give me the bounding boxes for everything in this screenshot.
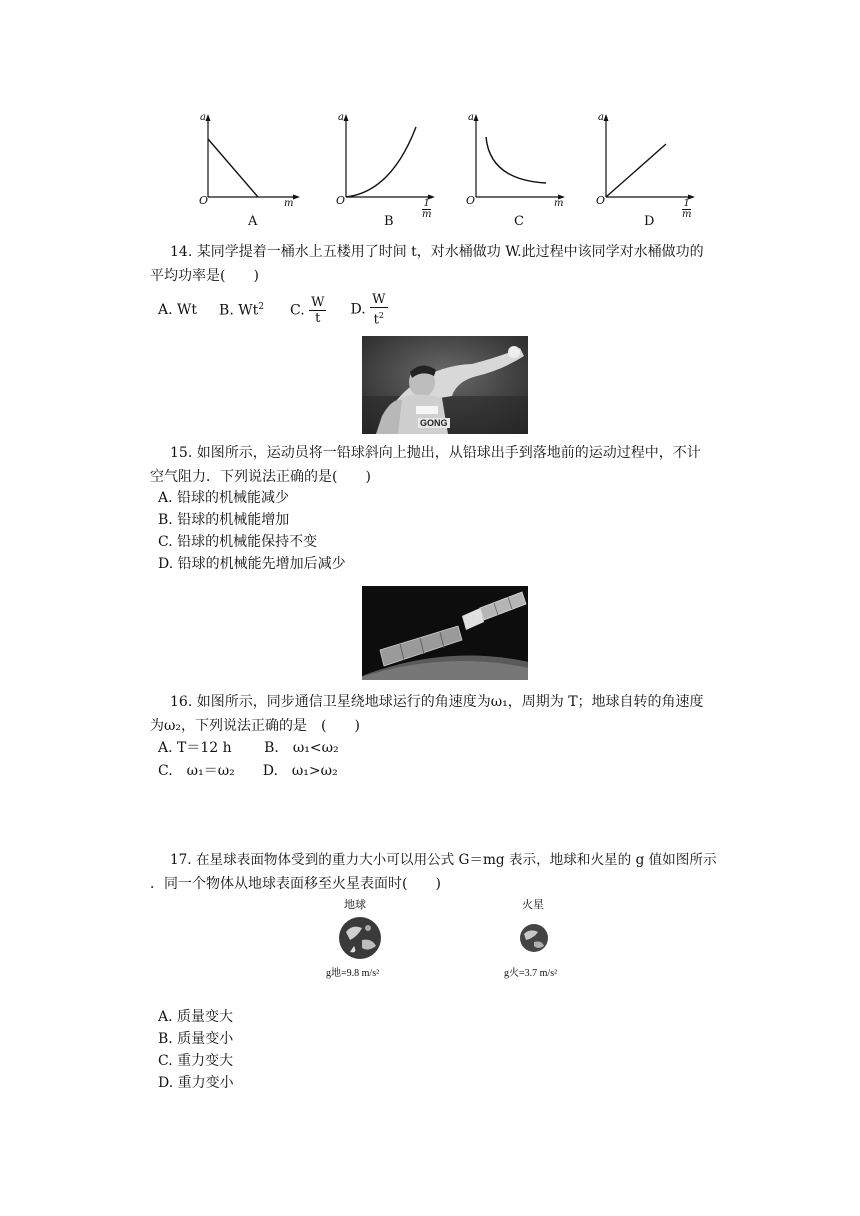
q17-option-a: A. 质量变大 [158, 1009, 234, 1025]
frac-den: m [682, 209, 692, 220]
origin-label: O [199, 194, 209, 207]
q14-option-d [350, 292, 387, 327]
frac-den-sup: 2 [378, 311, 384, 321]
planet-figure [326, 894, 586, 980]
frac-den: m [422, 209, 432, 220]
q14-option-d-fraction [370, 292, 387, 327]
mars-label: 火星 [522, 899, 544, 911]
graph-label: B [384, 214, 394, 229]
q16-options-row1: A. T＝12 h B. ω₁<ω₂ [158, 740, 339, 756]
q16-line1: 16. 如图所示，同步通信卫星绕地球运行的角速度为ω₁，周期为 T；地球自转的角速度 [170, 694, 704, 710]
q16-line2: 为ω₂，下列说法正确的是 ( ) [150, 718, 360, 734]
origin-label: O [336, 194, 346, 207]
frac-den-base: t [373, 312, 379, 328]
q17-option-c: C. 重力变大 [158, 1053, 234, 1069]
q14-option-d-label: D. [350, 302, 366, 318]
graph-c-plot [466, 112, 596, 232]
axis-x-label: m [284, 198, 294, 209]
frac-num: 1 [683, 198, 690, 209]
axis-x-label: m [554, 198, 564, 209]
frac-num: 1 [423, 198, 430, 209]
q15-line1: 15. 如图所示，运动员将一铅球斜向上抛出，从铅球出手到落地前的运动过程中，不计 [170, 445, 701, 461]
q17-line1: 17. 在星球表面物体受到的重力大小可以用公式 G＝mg 表示，地球和火星的 g 值如图所示 [170, 852, 717, 868]
earth-label: 地球 [344, 899, 366, 911]
q17-option-b: B. 质量变小 [158, 1031, 234, 1047]
q14-option-c [290, 295, 327, 326]
graph-label: C [514, 214, 524, 229]
graph-label: D [644, 214, 655, 229]
axis-y-label: a [200, 112, 206, 123]
origin-label: O [466, 194, 476, 207]
q15-option-a: A. 铅球的机械能减少 [158, 490, 290, 506]
q15-option-d: D. 铅球的机械能先增加后减少 [158, 556, 346, 572]
q14-option-c-fraction [309, 295, 326, 326]
graph-c [466, 112, 596, 232]
axis-x-fraction [422, 199, 431, 220]
origin-label: O [596, 194, 606, 207]
q16-options-row2: C. ω₁＝ω₂ D. ω₁>ω₂ [158, 763, 338, 779]
frac-den [370, 308, 387, 327]
graph-b-plot [336, 112, 466, 232]
q15-stem [150, 441, 740, 489]
q14-line2: 平均功率是( ) [150, 268, 259, 284]
earth-image [332, 914, 388, 960]
q15-option-b: B. 铅球的机械能增加 [158, 512, 290, 528]
frac-num: W [372, 292, 386, 308]
mars-g-value: g火=3.7 m/s² [504, 968, 558, 979]
graph-d [596, 112, 726, 232]
q14-option-b [219, 302, 264, 319]
q16-stem [150, 690, 740, 738]
axis-x-fraction [682, 199, 691, 220]
q17-stem [150, 848, 740, 896]
q14-options [158, 290, 388, 330]
q14-option-b-sup: 2 [258, 301, 264, 312]
graph-a-plot [196, 112, 326, 232]
satellite-illustration [362, 586, 528, 680]
q15-option-c: C. 铅球的机械能保持不变 [158, 534, 318, 550]
q14-option-b-base: B. Wt [219, 302, 259, 319]
q14-option-a: A. Wt [158, 302, 198, 318]
q15-line2: 空气阻力．下列说法正确的是( ) [150, 469, 371, 485]
graph-d-plot [596, 112, 726, 232]
shot-put-photo [362, 336, 528, 434]
q14-stem [150, 240, 740, 288]
earth-g-value: g地=9.8 m/s² [326, 968, 380, 979]
q14-option-c-label: C. [289, 302, 305, 318]
q17-option-d: D. 重力变小 [158, 1075, 234, 1091]
graph-a [196, 112, 326, 232]
q14-line1: 14. 某同学提着一桶水上五楼用了时间 t，对水桶做功 W.此过程中该同学对水桶做功的 [170, 244, 704, 260]
frac-den: t [315, 310, 321, 326]
q17-line2: ．同一个物体从地球表面移至火星表面时( ) [150, 876, 441, 892]
axis-y-label: a [468, 112, 474, 123]
axis-y-label: a [338, 112, 344, 123]
frac-num: W [311, 294, 325, 310]
axis-y-label: a [598, 112, 604, 123]
jersey-name: GONG [420, 418, 448, 428]
satellite-photo [362, 586, 528, 680]
mars-image [516, 920, 552, 956]
graph-label: A [248, 214, 258, 229]
graph-b [336, 112, 466, 232]
